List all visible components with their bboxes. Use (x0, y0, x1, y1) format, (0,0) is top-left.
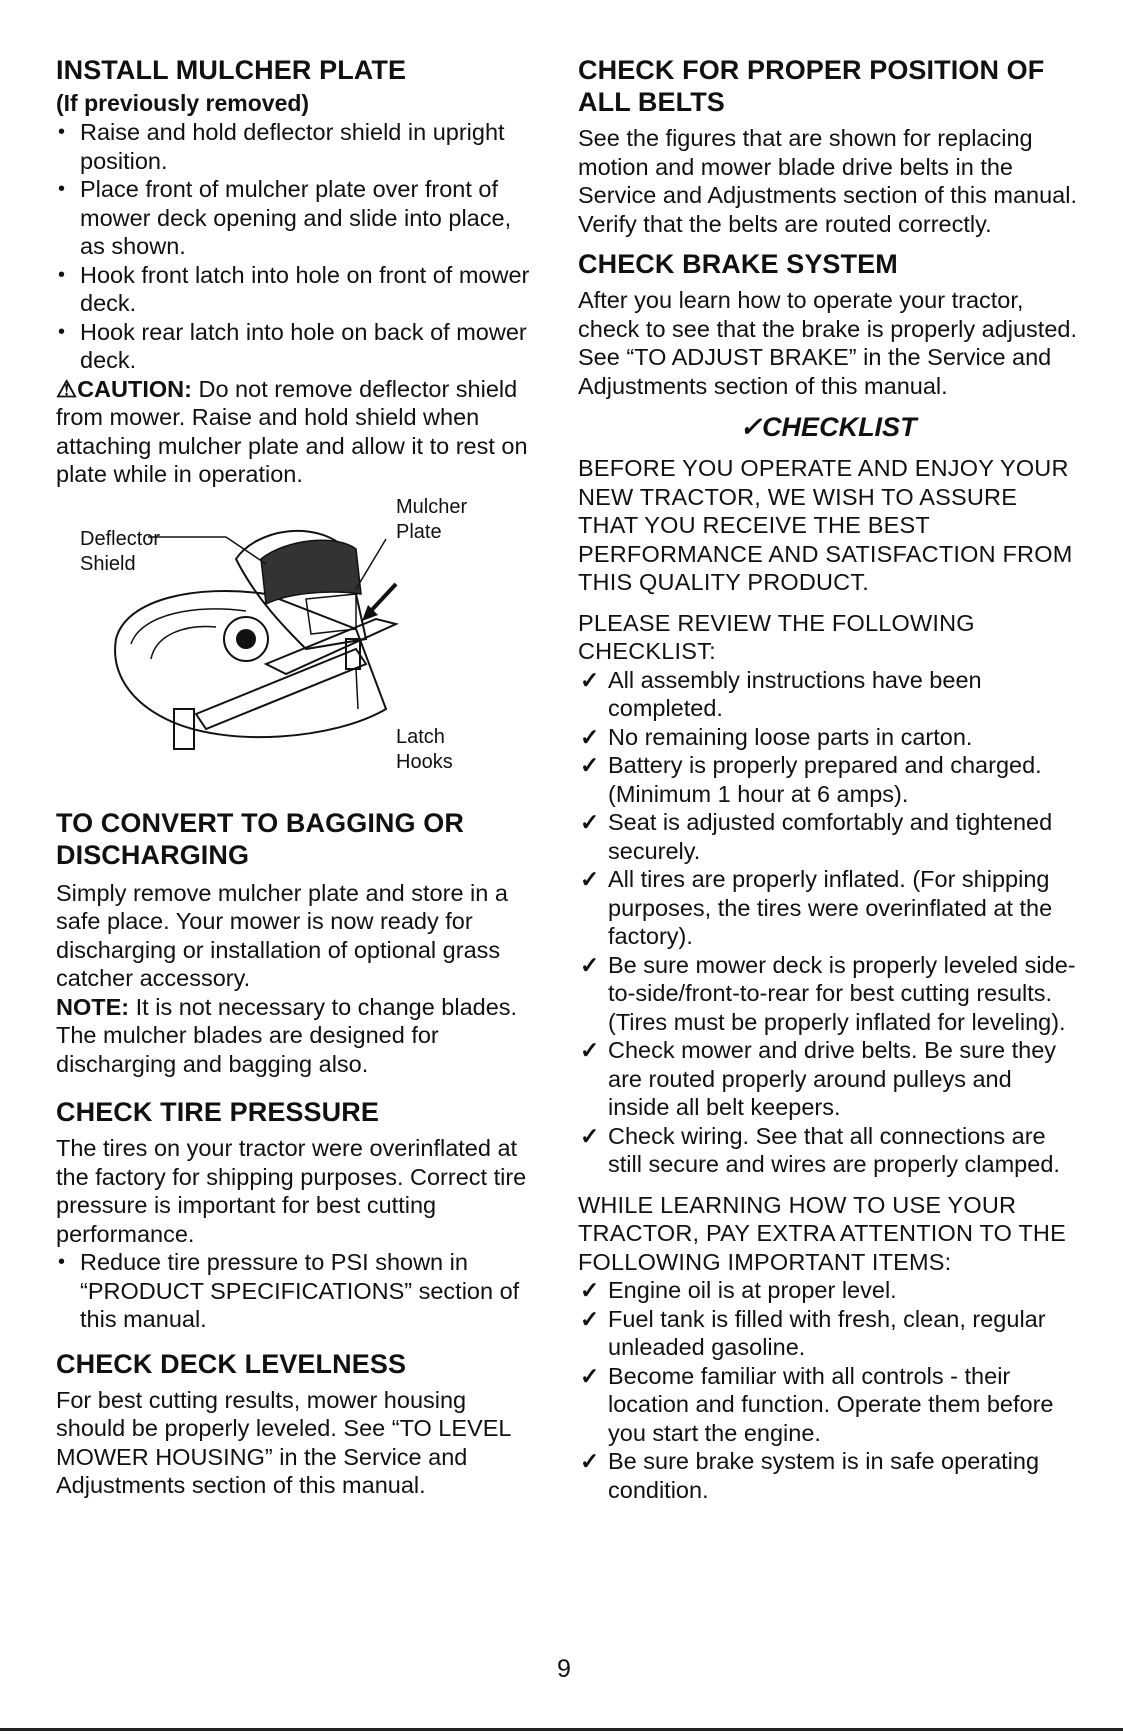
checklist-item: ✓ Battery is properly prepared and charged. (Minimum 1 hour at 6 amps). (580, 752, 1042, 807)
caution-paragraph (56, 375, 536, 489)
check-icon: ✓ (580, 951, 600, 978)
checklist-title: CHECKLIST (762, 412, 917, 442)
checklist-item: ✓ Engine oil is at proper level. (580, 1277, 897, 1303)
tire-pressure-title: CHECK TIRE PRESSURE (56, 1097, 379, 1127)
page-number: 9 (557, 1655, 571, 1683)
caution-label: CAUTION: (77, 375, 192, 402)
latch-hooks-label: Latch Hooks (396, 725, 453, 773)
tire-pressure-text: The tires on your tractor were overinflated at the factory for shipping purposes. Correct tire pressure is important for best cutting performance. (56, 1135, 527, 1247)
checklist-item: ✓ All tires are properly inflated. (For shipping purposes, the tires were overinflated at the factory). (580, 866, 1053, 949)
mulcher-figure (56, 489, 536, 789)
right-column (578, 0, 1078, 1504)
convert-title: TO CONVERT TO BAGGING OR DISCHARGING (56, 807, 464, 870)
checklist-item: ✓ All assembly instructions have been completed. (580, 666, 982, 721)
check-icon: ✓ (739, 412, 763, 442)
checklist-before-operating (578, 666, 1078, 1179)
checklist-item: ✓ Be sure mower deck is properly leveled side-to-side/front-to-rear for best cutting results. (Tires must be properly inflated for leveling). (580, 951, 1076, 1035)
checklist-review-intro: PLEASE REVIEW THE FOLLOWING CHECKLIST: (578, 609, 975, 664)
brake-text: After you learn how to operate your tractor, check to see that the brake is properly adjusted. See “TO ADJUST BRAKE” in the Service and Adjustments section of this manual. (578, 287, 1078, 399)
checklist-item: ✓ Check wiring. See that all connections are still secure and wires are properly clamped. (580, 1122, 1060, 1177)
checklist-heading (578, 410, 1078, 444)
belts-text: See the figures that are shown for replacing motion and mower blade drive belts in the Service and Adjustments section of this manual. Verify that the belts are routed correctly. (578, 125, 1077, 237)
mulcher-step: • Raise and hold deflector shield in upright position. (56, 118, 536, 175)
check-icon: ✓ (580, 1362, 600, 1389)
mulcher-step: • Hook front latch into hole on front of mower deck. (56, 261, 536, 318)
caution-text: Do not remove deflector shield from mower. Raise and hold shield when attaching mulcher plate and allow it to rest on plate while in operation. (56, 375, 528, 487)
learning-intro: WHILE LEARNING HOW TO USE YOUR TRACTOR, PAY EXTRA ATTENTION TO THE FOLLOWING IMPORTANT ITEMS: (578, 1191, 1066, 1275)
check-icon: ✓ (580, 723, 600, 750)
mulcher-step: • Hook rear latch into hole on back of mower deck. (56, 318, 536, 375)
check-icon: ✓ (580, 752, 600, 778)
tire-pressure-step: • Reduce tire pressure to PSI shown in “PRODUCT SPECIFICATIONS” section of this manual. (56, 1248, 536, 1334)
checklist-item: ✓ No remaining loose parts in carton. (580, 723, 973, 750)
left-column (56, 0, 536, 1500)
check-icon: ✓ (580, 666, 600, 693)
note-label: NOTE: (56, 993, 130, 1020)
brake-title: CHECK BRAKE SYSTEM (578, 249, 898, 279)
checklist-item: ✓ Seat is adjusted comfortably and tightened securely. (580, 809, 1053, 864)
belts-title: CHECK FOR PROPER POSITION OF ALL BELTS (578, 55, 1045, 117)
tire-pressure-steps (56, 1248, 536, 1334)
deck-levelness-title: CHECK DECK LEVELNESS (56, 1348, 407, 1379)
check-icon: ✓ (580, 1305, 600, 1332)
note-paragraph (56, 993, 536, 1079)
bottom-rule (0, 1728, 1123, 1731)
mulcher-steps (56, 118, 536, 375)
deflector-shield-label: Deflector Shield (80, 527, 161, 575)
note-text: It is not necessary to change blades. The mulcher blades are designed for discharging and bagging also. (56, 993, 518, 1077)
mulcher-plate-label: Mulcher Plate (396, 495, 468, 543)
checklist-intro: BEFORE YOU OPERATE AND ENJOY YOUR NEW TRACTOR, WE WISH TO ASSURE THAT YOU RECEIVE THE BEST PERFORMANCE AND SATISFACTION FROM THIS QUALITY PRODUCT. (578, 455, 1073, 595)
checklist-item: ✓ Check mower and drive belts. Be sure they are routed properly around pulleys and inside all belt keepers. (580, 1037, 1057, 1120)
convert-text: Simply remove mulcher plate and store in a safe place. Your mower is now ready for discharging or installation of optional grass catcher accessory. (56, 879, 508, 991)
check-icon: ✓ (580, 1122, 600, 1149)
check-icon: ✓ (580, 866, 600, 892)
deck-levelness-text: For best cutting results, mower housing should be properly leveled. See “TO LEVEL MOWER HOUSING” in the Service and Adjustments section of this manual. (56, 1386, 511, 1498)
check-icon: ✓ (580, 1277, 600, 1303)
warning-icon: ⚠ (56, 375, 78, 402)
check-icon: ✓ (580, 1448, 600, 1474)
mulcher-title: INSTALL MULCHER PLATE (56, 55, 407, 85)
mulcher-step: • Place front of mulcher plate over front of mower deck opening and slide into place, as shown. (56, 175, 536, 261)
check-icon: ✓ (580, 809, 600, 835)
check-icon: ✓ (580, 1037, 600, 1063)
checklist-item: ✓ Fuel tank is filled with fresh, clean, regular unleaded gasoline. (580, 1305, 1046, 1360)
checklist-while-learning (578, 1276, 1078, 1504)
checklist-item: ✓ Be sure brake system is in safe operating condition. (580, 1448, 1040, 1503)
checklist-item: ✓ Become familiar with all controls - their location and function. Operate them before you start the engine. (580, 1362, 1054, 1446)
mulcher-subtitle: (If previously removed) (56, 90, 310, 116)
